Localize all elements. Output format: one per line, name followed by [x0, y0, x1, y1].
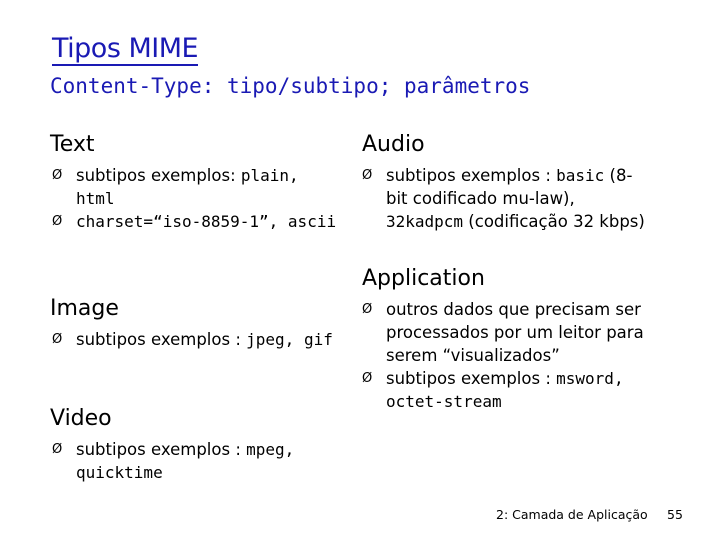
arrow-right-bullet-icon: Ø	[52, 442, 63, 457]
list-item	[52, 210, 342, 233]
video-bullet-list	[52, 438, 342, 484]
heading-text: Text	[50, 132, 95, 157]
arrow-right-bullet-icon: Ø	[52, 214, 63, 229]
item-text: subtipos exemplos :	[76, 440, 247, 459]
text-bullet-list	[52, 164, 342, 233]
arrow-right-bullet-icon: Ø	[52, 332, 63, 347]
item-code: mpeg, quicktime	[76, 440, 295, 482]
item-code: plain, html	[76, 166, 299, 208]
item-code: charset=“iso-8859-1”, ascii	[76, 212, 337, 231]
footer-chapter: 2: Camada de Aplicação	[496, 507, 648, 522]
footer-page-number: 55	[667, 507, 683, 522]
slide-title: Tipos MIME	[52, 33, 199, 64]
item-code: msword, octet-stream	[386, 369, 624, 411]
item-code-2: 32kadpcm	[386, 212, 464, 231]
arrow-right-bullet-icon: Ø	[362, 371, 373, 386]
heading-audio: Audio	[362, 132, 425, 157]
heading-video: Video	[50, 406, 112, 431]
image-bullet-list	[52, 328, 342, 351]
item-text: subtipos exemplos :	[76, 330, 247, 349]
item-text: subtipos exemplos :	[386, 166, 557, 185]
arrow-right-bullet-icon: Ø	[52, 168, 63, 183]
item-code: jpeg, gif	[246, 330, 333, 349]
item-text-3: (codificação 32 kbps)	[463, 212, 645, 231]
list-item	[52, 438, 342, 484]
list-item	[362, 298, 652, 367]
list-item	[52, 164, 342, 210]
item-code: basic	[556, 166, 605, 185]
heading-application: Application	[362, 266, 485, 291]
item-text: outros dados que precisam ser processados por um leitor para serem “visualizados”	[386, 300, 644, 365]
heading-image: Image	[50, 296, 119, 321]
slide-subtitle: Content-Type: tipo/subtipo; parâmetros	[50, 74, 531, 98]
item-text: subtipos exemplos:	[76, 166, 241, 185]
list-item	[52, 328, 342, 351]
arrow-right-bullet-icon: Ø	[362, 302, 373, 317]
list-item	[362, 164, 652, 233]
item-text: subtipos exemplos :	[386, 369, 557, 388]
audio-bullet-list	[362, 164, 652, 233]
list-item	[362, 367, 652, 413]
item-text-2: (8-bit codificado mu-law),	[386, 166, 633, 208]
application-bullet-list	[362, 298, 652, 413]
arrow-right-bullet-icon: Ø	[362, 168, 373, 183]
